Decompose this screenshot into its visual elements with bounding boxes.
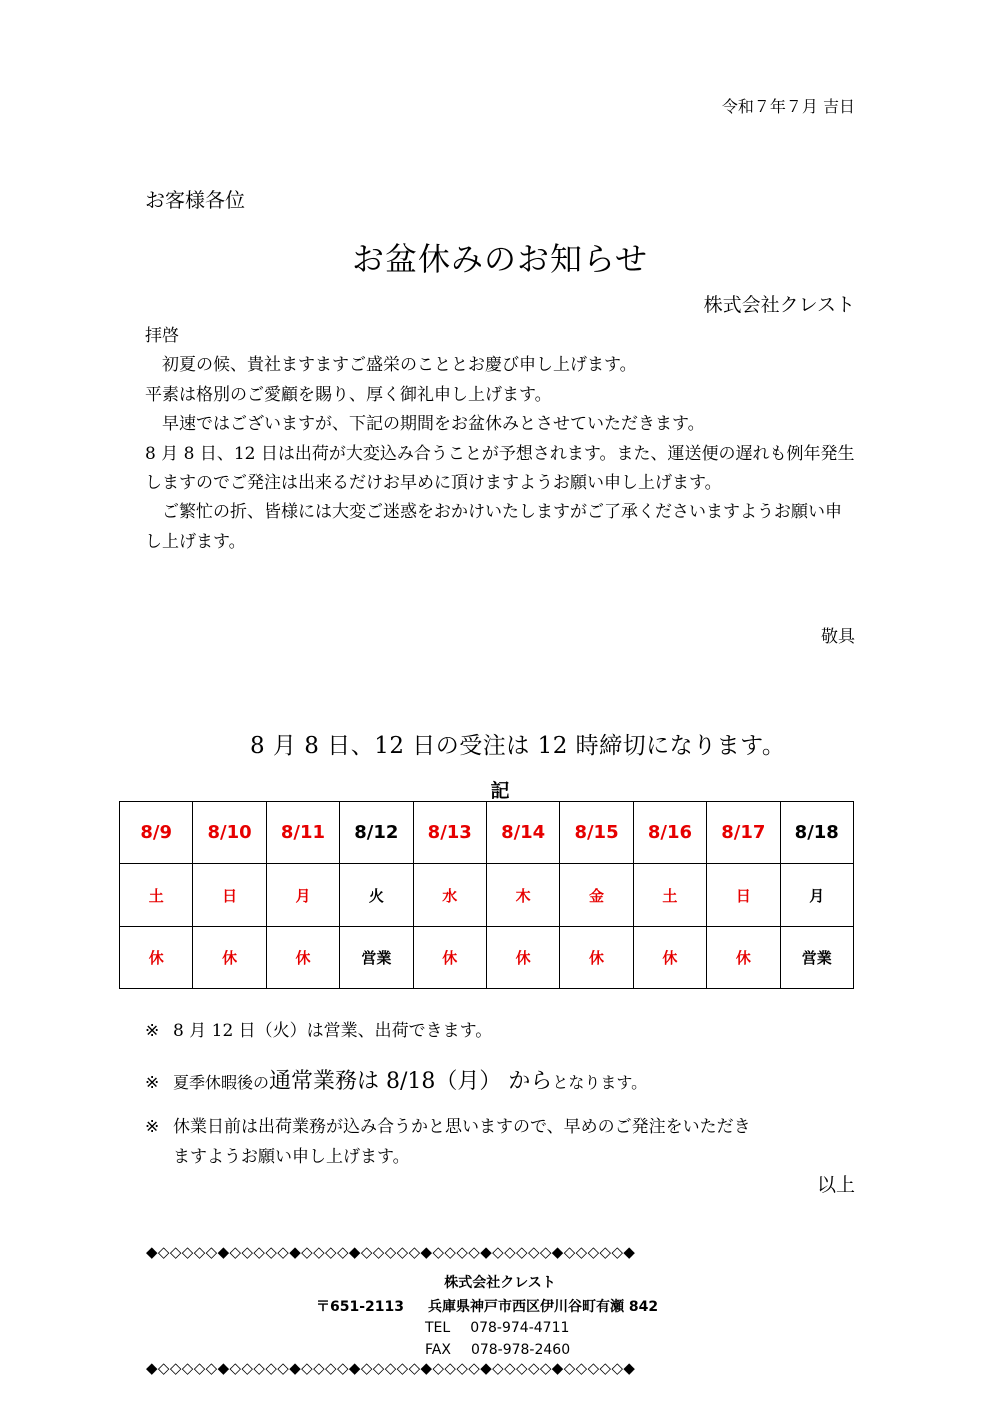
footer-fax — [425, 1342, 1000, 1358]
note-3-line-2: ますようお願い申し上げます。 — [173, 1147, 410, 1167]
calendar-date-cell: 8/10 — [193, 802, 266, 864]
calendar-dow-cell: 土 — [633, 864, 706, 927]
calendar-dow-cell: 月 — [266, 864, 339, 927]
note-3 — [145, 1112, 751, 1172]
note-3-line-1: 休業日前は出荷業務が込み合うかと思いますので、早めのご発注をいただき — [173, 1117, 751, 1137]
calendar-date-cell: 8/11 — [266, 802, 339, 864]
calendar-status-cell: 休 — [413, 927, 486, 989]
body-line-3: 早速ではございますが、下記の期間をお盆休みとさせていただきます。 — [162, 414, 705, 435]
note-mark: ※ — [145, 1117, 160, 1137]
calendar-date-cell: 8/15 — [560, 802, 633, 864]
body-line-1: 初夏の候、貴社ますますご盛栄のこととお慶び申し上げます。 — [162, 355, 637, 376]
calendar-status-cell: 営業 — [340, 927, 413, 989]
note-mark: ※ — [145, 1021, 160, 1041]
diamond-divider-bottom: ◆◇◇◇◇◇◆◇◇◇◇◇◆◇◇◇◇◆◇◇◇◇◇◆◇◇◇◇◆◇◇◇◇◇◆◇◇◇◇◇◆ — [146, 1359, 636, 1377]
calendar-dow-cell: 月 — [780, 864, 853, 927]
footer-fax-label: FAX — [425, 1342, 451, 1358]
note-1 — [145, 1016, 492, 1041]
footer-tel-label: TEL — [425, 1320, 451, 1336]
calendar-dow-cell: 水 — [413, 864, 486, 927]
diamond-divider-top: ◆◇◇◇◇◇◆◇◇◇◇◇◆◇◇◇◇◆◇◇◇◇◇◆◇◇◇◇◆◇◇◇◇◇◆◇◇◇◇◇◆ — [146, 1243, 636, 1261]
calendar-weekday-row — [120, 864, 854, 927]
end-mark: 以上 — [816, 1174, 855, 1196]
calendar-status-cell: 休 — [560, 927, 633, 989]
note-2 — [145, 1064, 647, 1095]
footer-fax-number: 078-978-2460 — [470, 1342, 571, 1358]
calendar-status-cell: 休 — [193, 927, 266, 989]
calendar-status-row — [120, 927, 854, 989]
footer-tel-number: 078-974-4711 — [470, 1320, 570, 1336]
body-line-2: 平素は格別のご愛顧を賜り、厚く御礼申し上げます。 — [145, 384, 552, 405]
letter-body — [145, 322, 857, 557]
calendar-dow-cell: 日 — [193, 864, 266, 927]
footer-address — [316, 1296, 1000, 1316]
calendar-dow-cell: 木 — [486, 864, 559, 927]
calendar-date-cell: 8/12 — [340, 802, 413, 864]
calendar-status-cell: 休 — [120, 927, 193, 989]
calendar-date-cell: 8/16 — [633, 802, 706, 864]
footer-tel — [425, 1320, 1000, 1336]
calendar-date-cell: 8/13 — [413, 802, 486, 864]
closing-remark: 敬具 — [821, 627, 855, 647]
calendar-date-cell: 8/17 — [707, 802, 780, 864]
calendar-status-cell: 休 — [266, 927, 339, 989]
sender-company: 株式会社クレスト — [703, 294, 855, 316]
letter-date: 令和７年７月 吉日 — [721, 97, 855, 116]
calendar-dow-cell: 日 — [707, 864, 780, 927]
note-mark: ※ — [145, 1073, 160, 1093]
note-2-suffix: となります。 — [552, 1073, 648, 1092]
deadline-notice: 8 月 8 日、12 日の受注は 12 時締切になります。 — [250, 733, 786, 759]
footer-address-text: 兵庫県神戸市西区伊川谷町有瀬 842 — [428, 1299, 659, 1315]
calendar-date-row — [120, 802, 854, 864]
calendar-dow-cell: 土 — [120, 864, 193, 927]
calendar-status-cell: 営業 — [780, 927, 853, 989]
calendar-dow-cell: 火 — [340, 864, 413, 927]
note-2-prefix: 夏季休暇後の — [173, 1073, 270, 1092]
page-title: お盆休みのお知らせ — [351, 240, 649, 278]
calendar-date-cell: 8/18 — [780, 802, 853, 864]
recipient: お客様各位 — [145, 188, 245, 212]
calendar-status-cell: 休 — [633, 927, 706, 989]
note-1-text: 8 月 12 日（火）は営業、出荷できます。 — [173, 1021, 493, 1041]
calendar-dow-cell: 金 — [560, 864, 633, 927]
calendar-date-cell: 8/14 — [486, 802, 559, 864]
ki-heading: 記 — [490, 780, 510, 802]
calendar-status-cell: 休 — [707, 927, 780, 989]
footer-company: 株式会社クレスト — [444, 1275, 556, 1291]
footer-postal: 〒651-2113 — [316, 1299, 404, 1315]
holiday-calendar — [119, 801, 854, 989]
note-2-emphasis: 通常業務は 8/18（月） から — [269, 1069, 553, 1094]
body-paragraph-5: ご繁忙の折、皆様には大変ご迷惑をおかけいたしますがご了承くださいますようお願い申し上げます。 — [145, 502, 842, 552]
body-paragraph-4: 8 月 8 日、12 日は出荷が大変込み合うことが予想されます。また、運送便の遅れも例年発生しますのでご発注は出来るだけお早めに頂けますようお願い申し上げます。 — [145, 443, 855, 494]
calendar-status-cell: 休 — [486, 927, 559, 989]
salutation: 拝啓 — [145, 326, 179, 346]
calendar-date-cell: 8/9 — [120, 802, 193, 864]
